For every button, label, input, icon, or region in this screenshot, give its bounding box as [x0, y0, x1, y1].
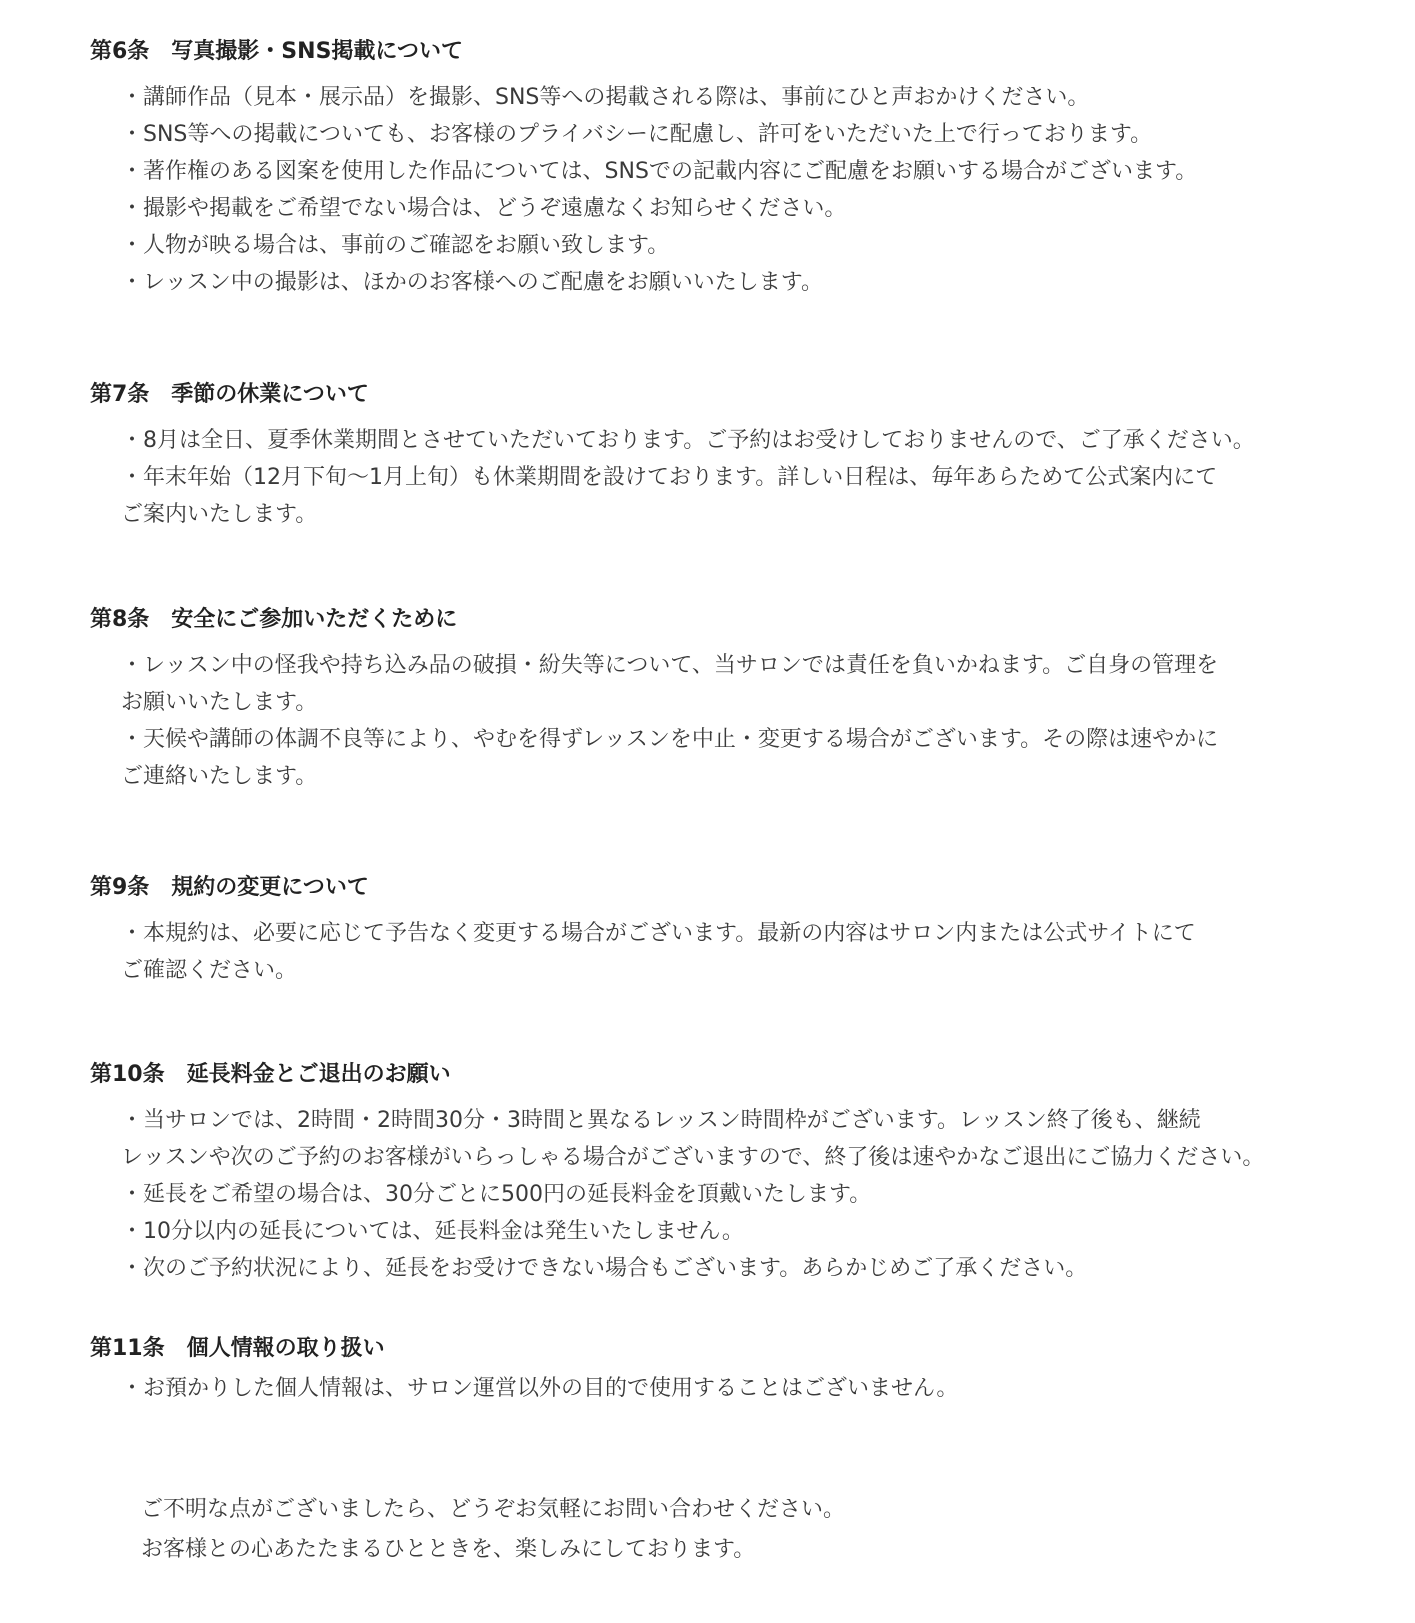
article-line: ご案内いたします。 — [121, 502, 318, 527]
closing-message — [141, 1490, 1341, 1570]
article-heading: 第6条 写真撮影・SNS掲載について — [90, 39, 463, 64]
article-10 — [90, 1060, 1390, 1287]
article-body — [121, 1370, 1390, 1407]
article-line: ・レッスン中の怪我や持ち込み品の破損・紛失等について、当サロンでは責任を負いかねます。ご自身の管理を — [121, 653, 1219, 678]
article-line: ・本規約は、必要に応じて予告なく変更する場合がございます。最新の内容はサロン内または公式サイトにて — [121, 921, 1196, 946]
article-body — [121, 79, 1390, 301]
article-line: ・8月は全日、夏季休業期間とさせていただいております。ご予約はお受けしておりませんので、ご了承ください。 — [121, 428, 1255, 453]
closing-line: ご不明な点がございましたら、どうぞお気軽にお問い合わせください。 — [141, 1497, 846, 1522]
article-line: ・次のご予約状況により、延長をお受けできない場合もございます。あらかじめご了承ください。 — [121, 1256, 1088, 1281]
article-heading: 第9条 規約の変更について — [90, 875, 369, 900]
article-body — [121, 647, 1390, 795]
article-line: ・当サロンでは、2時間・2時間30分・3時間と異なるレッスン時間枠がございます。レッスン終了後も、継続 — [121, 1108, 1201, 1133]
article-line: ・延長をご希望の場合は、30分ごとに500円の延長料金を頂戴いたします。 — [121, 1182, 872, 1207]
article-line: ・著作権のある図案を使用した作品については、SNSでの記載内容にご配慮をお願いする場合がございます。 — [121, 159, 1198, 184]
article-heading: 第10条 延長料金とご退出のお願い — [90, 1062, 451, 1087]
article-body — [121, 915, 1390, 989]
article-body — [121, 422, 1390, 533]
article-9 — [90, 873, 1390, 989]
article-line: ・講師作品（見本・展示品）を撮影、SNS等への掲載される際は、事前にひと声おかけください。 — [121, 85, 1090, 110]
article-line: お願いいたします。 — [121, 690, 318, 715]
article-line: ご確認ください。 — [121, 958, 298, 983]
article-11 — [90, 1334, 1390, 1407]
article-line: ご連絡いたします。 — [121, 764, 318, 789]
article-body — [121, 1102, 1390, 1287]
article-heading: 第11条 個人情報の取り扱い — [90, 1336, 385, 1361]
article-line: ・SNS等への掲載についても、お客様のプライバシーに配慮し、許可をいただいた上で行っております。 — [121, 122, 1153, 147]
article-line: ・お預かりした個人情報は、サロン運営以外の目的で使用することはございません。 — [121, 1376, 959, 1401]
article-line: ・年末年始（12月下旬～1月上旬）も休業期間を設けております。詳しい日程は、毎年あらためて公式案内にて — [121, 465, 1218, 490]
article-line: ・レッスン中の撮影は、ほかのお客様へのご配慮をお願いいたします。 — [121, 270, 824, 295]
closing-line: お客様との心あたたまるひとときを、楽しみにしております。 — [141, 1537, 756, 1562]
article-line: ・10分以内の延長については、延長料金は発生いたしません。 — [121, 1219, 744, 1244]
article-heading: 第8条 安全にご参加いただくために — [90, 607, 458, 632]
article-8 — [90, 605, 1390, 795]
article-line: ・撮影や掲載をご希望でない場合は、どうぞ遠慮なくお知らせください。 — [121, 196, 847, 221]
article-line: ・天候や講師の体調不良等により、やむを得ずレッスンを中止・変更する場合がございます。その際は速やかに — [121, 727, 1219, 752]
article-7 — [90, 380, 1390, 533]
article-heading: 第7条 季節の休業について — [90, 382, 369, 407]
article-line: レッスンや次のご予約のお客様がいらっしゃる場合がございますので、終了後は速やかなご退出にご協力ください。 — [121, 1145, 1265, 1170]
article-6 — [90, 37, 1390, 301]
article-line: ・人物が映る場合は、事前のご確認をお願い致します。 — [121, 233, 670, 258]
